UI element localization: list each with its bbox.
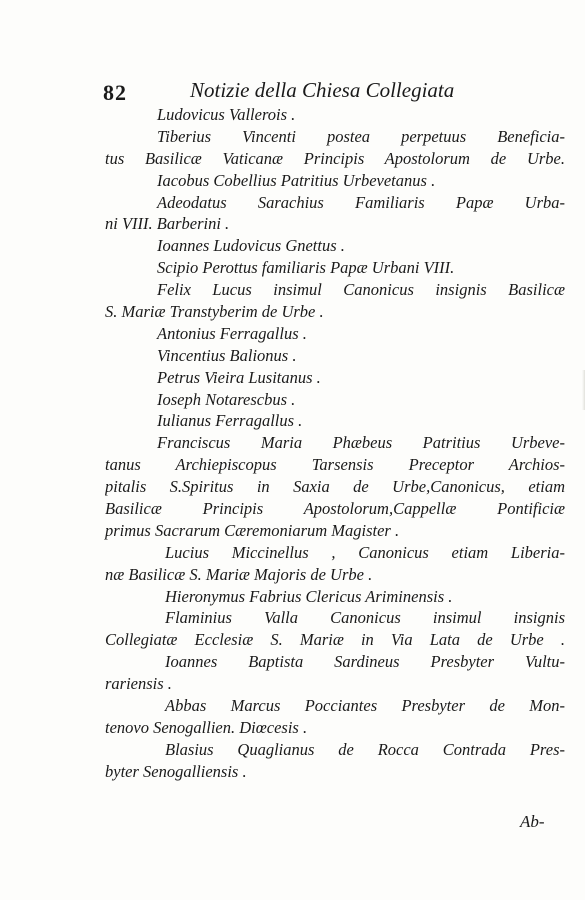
text-line: Flaminius Valla Canonicus insimul insignis: [165, 608, 565, 628]
text-line: S. Mariæ Transtyberim de Urbe .: [105, 302, 324, 322]
text-line: Vincentius Balionus .: [157, 345, 297, 365]
text-line: næ Basilicæ S. Mariæ Majoris de Urbe .: [105, 564, 373, 584]
text-line: Tiberius Vincenti postea perpetuus Beneficia-: [157, 126, 565, 146]
text-line: Iulianus Ferragallus .: [157, 411, 303, 431]
text-line: Ioannes Ludovicus Gnettus .: [157, 236, 345, 256]
text-line: Basilicæ Principis Apostolorum,Cappellæ Pontificiæ: [105, 499, 565, 519]
text-line: pitalis S.Spiritus in Saxia de Urbe,Canonicus, etiam: [105, 477, 565, 497]
text-line: Scipio Perottus familiaris Papæ Urbani VIII.: [157, 258, 455, 278]
text-line: Ludovicus Vallerois .: [157, 105, 296, 124]
text-line: Collegiatæ Ecclesiæ S. Mariæ in Via Lata de Urbe .: [105, 630, 565, 650]
text-line: Ioseph Notarescbus .: [157, 389, 296, 409]
page-number: 82: [103, 80, 127, 105]
text-line: tus Basilicæ Vaticanæ Principis Apostolorum de Urbe.: [105, 148, 565, 168]
text-line: primus Sacrarum Cæremoniarum Magister .: [105, 520, 400, 540]
text-line: Felix Lucus insimul Canonicus insignis Basilicæ: [157, 280, 565, 300]
text-line: Ioannes Baptista Sardineus Presbyter Vultu-: [165, 652, 565, 672]
text-line: Antonius Ferragallus .: [157, 323, 307, 343]
text-line: Franciscus Maria Phæbeus Patritius Urbeve-: [157, 433, 565, 453]
running-head: Notizie della Chiesa Collegiata: [190, 78, 455, 102]
text-line: Adeodatus Sarachius Familiaris Papæ Urba-: [157, 192, 565, 212]
text-line: Hieronymus Fabrius Clericus Ariminensis .: [165, 586, 453, 606]
text-line: Petrus Vieira Lusitanus .: [157, 367, 321, 387]
text-line: Iacobus Cobellius Patritius Urbevetanus .: [157, 170, 436, 190]
text-line: Blasius Quaglianus de Rocca Contrada Pres-: [165, 739, 565, 759]
catchword: Ab-: [520, 812, 545, 831]
text-line: tanus Archiepiscopus Tarsensis Preceptor Archios-: [105, 455, 565, 475]
text-line: Lucius Miccinellus , Canonicus etiam Liberia-: [165, 542, 565, 562]
text-line: byter Senogalliensis .: [105, 761, 247, 781]
text-line: Abbas Marcus Pocciantes Presbyter de Mon-: [165, 696, 565, 716]
text-line: tenovo Senogallien. Diœcesis .: [105, 717, 308, 737]
name-list-body: [105, 104, 565, 783]
text-line: rariensis .: [105, 674, 172, 694]
text-line: ni VIII. Barberini .: [105, 214, 230, 234]
